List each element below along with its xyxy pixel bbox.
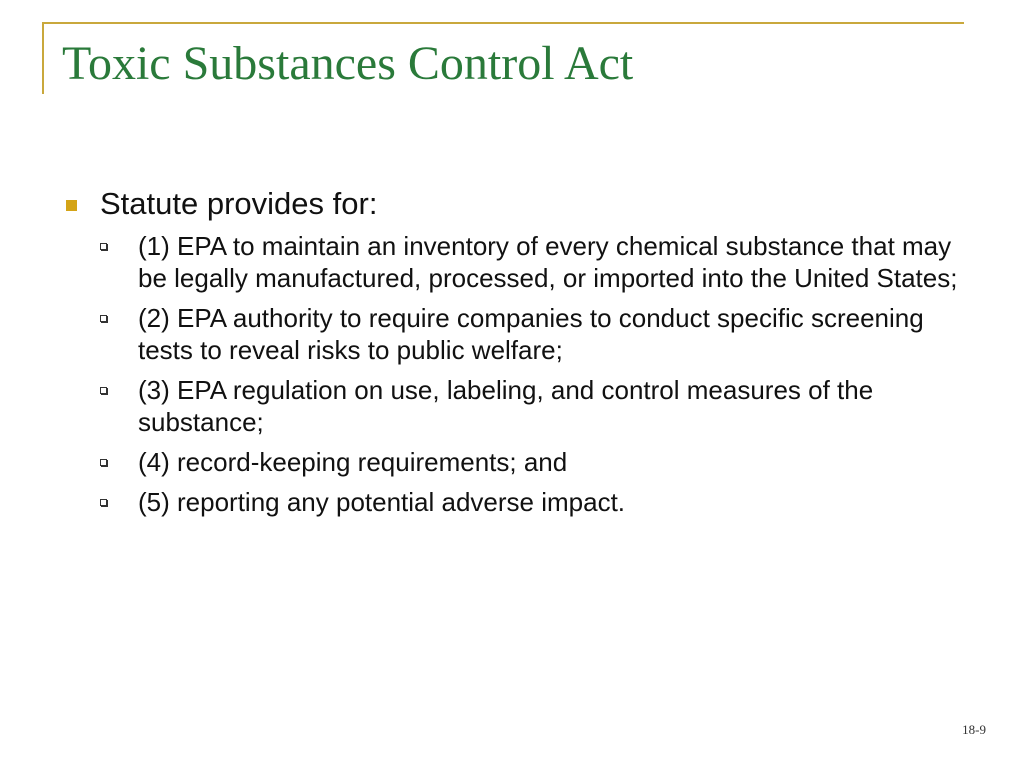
sub-bullet-text: (5) reporting any potential adverse impact. <box>138 487 626 517</box>
sub-bullet-text: (1) EPA to maintain an inventory of every chemical substance that may be legally manufactured, processed, or imported into the United States; <box>138 231 958 293</box>
sub-bullet-item <box>62 374 972 438</box>
sub-bullet-item <box>62 302 972 366</box>
hollow-square-bullet-icon <box>100 315 107 322</box>
slide-content <box>62 186 972 526</box>
sub-bullet-list <box>62 230 972 518</box>
sub-bullet-text: (2) EPA authority to require companies to conduct specific screening tests to reveal risks to public welfare; <box>138 303 924 365</box>
page-number: 18-9 <box>962 722 986 737</box>
sub-bullet-item <box>62 230 972 294</box>
sub-bullet-item <box>62 486 972 518</box>
hollow-square-bullet-icon <box>100 499 107 506</box>
sub-bullet-text: (3) EPA regulation on use, labeling, and control measures of the substance; <box>138 375 874 437</box>
slide-title: Toxic Substances Control Act <box>62 37 634 90</box>
bullet-text: Statute provides for: <box>100 186 378 221</box>
title-frame-top-line <box>42 22 964 24</box>
bullet-item <box>62 186 972 222</box>
hollow-square-bullet-icon <box>100 387 107 394</box>
sub-bullet-text: (4) record-keeping requirements; and <box>138 447 568 477</box>
hollow-square-bullet-icon <box>100 243 107 250</box>
filled-square-bullet-icon <box>66 200 77 211</box>
hollow-square-bullet-icon <box>100 459 107 466</box>
title-frame-left-line <box>42 22 44 94</box>
sub-bullet-item <box>62 446 972 478</box>
